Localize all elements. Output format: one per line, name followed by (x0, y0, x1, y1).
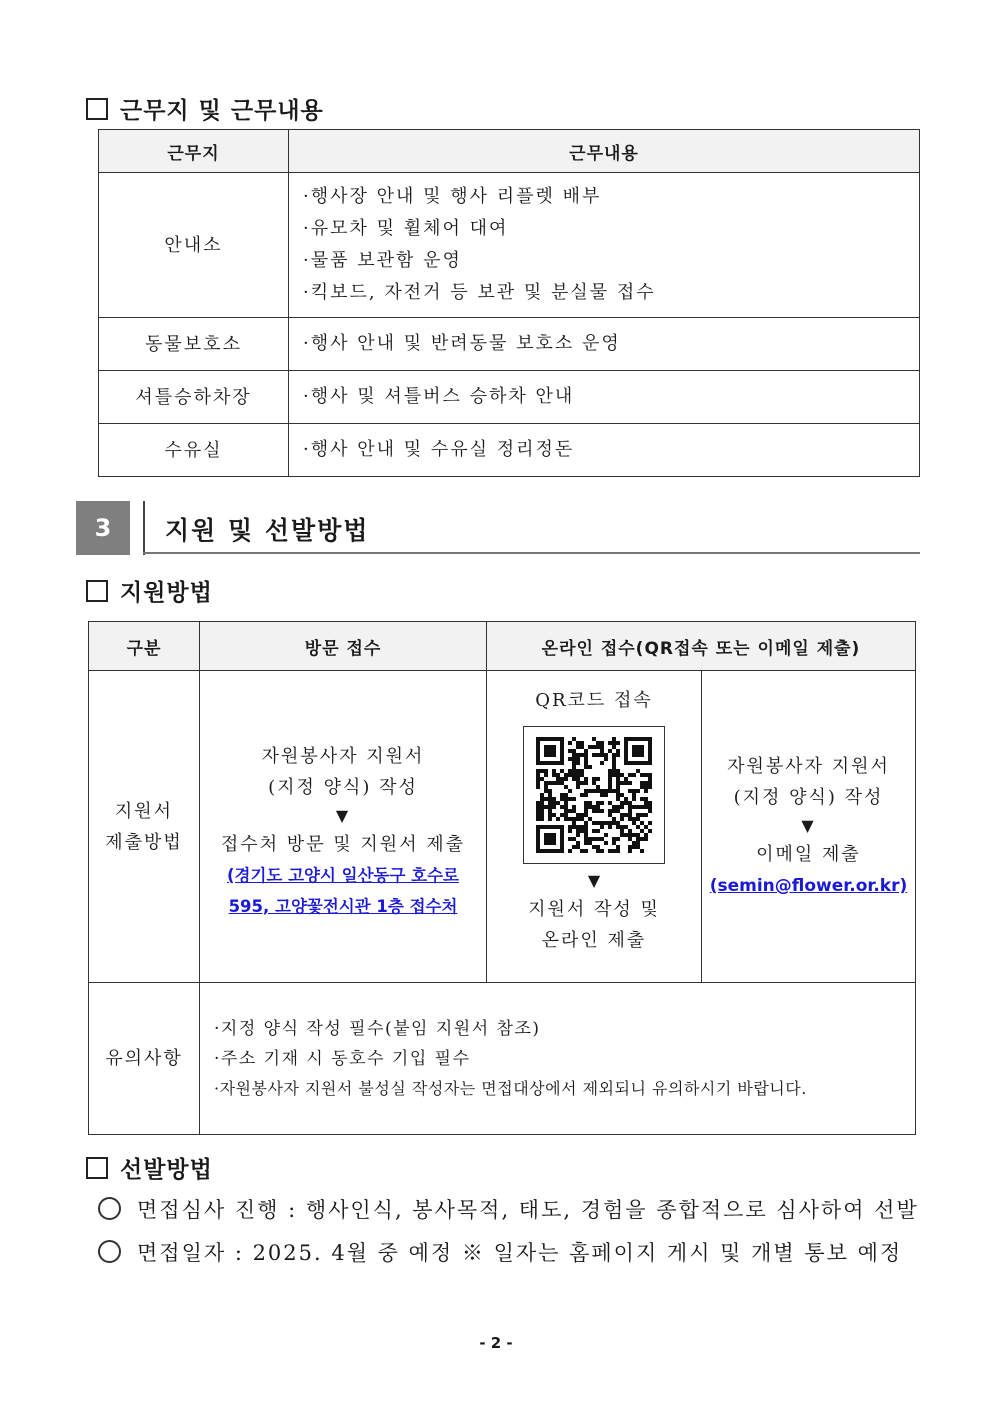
list-item: ·행사 안내 및 수유실 정리정돈 (303, 439, 575, 460)
table-row (99, 371, 920, 424)
section-heading-selection (86, 1151, 213, 1184)
place-cell: 안내소 (99, 173, 289, 318)
selection-item: 면접심사 진행 : 행사인식, 봉사목적, 태도, 경험을 종합적으로 심사하여 선발 (98, 1194, 938, 1224)
circle-bullet-icon (98, 1197, 121, 1220)
notes-cell (200, 983, 916, 1135)
section-heading-apply (86, 574, 213, 607)
address-link[interactable]: (경기도 고양시 일산동구 호수로 (227, 866, 459, 885)
section-heading-workplace (86, 92, 324, 125)
duty-cell (289, 318, 920, 371)
list-item: ·주소 기재 시 동호수 기입 필수 (214, 1048, 471, 1069)
apply-table (88, 621, 916, 1135)
work-table (98, 129, 920, 477)
row-label-submission: 지원서 제출방법 (89, 671, 200, 983)
address-link[interactable]: 595, 고양꽃전시관 1층 접수처 (228, 897, 458, 916)
duty-cell (289, 371, 920, 424)
place-cell: 수유실 (99, 424, 289, 477)
checkbox-square-icon (86, 98, 108, 120)
checkbox-square-icon (86, 580, 108, 602)
header-category: 구분 (89, 622, 200, 671)
header-visit: 방문 접수 (200, 622, 487, 671)
table-row (99, 318, 920, 371)
circle-bullet-icon (98, 1240, 121, 1263)
list-item: ·킥보드, 자전거 등 보관 및 분실물 접수 (303, 282, 656, 303)
list-item: ·행사장 안내 및 행사 리플렛 배부 (303, 186, 602, 207)
email-cell: 자원봉사자 지원서 (지정 양식) 작성 ▼ 이메일 제출 (semin@flower.or.kr) (702, 671, 916, 983)
section-title: 근무지 및 근무내용 (120, 98, 324, 124)
qr-cell: QR코드 접속 ▼ 지원서 작성 및 온라인 제출 (487, 671, 702, 983)
section-title-main: 지원 및 선발방법 (165, 516, 370, 545)
list-item: ·유모차 및 휠체어 대여 (303, 218, 509, 239)
selection-item: 면접일자 : 2025. 4월 중 예정 ※ 일자는 홈페이지 게시 및 개별 통보 예정 (98, 1237, 938, 1267)
place-cell: 셔틀승하차장 (99, 371, 289, 424)
duty-cell (289, 424, 920, 477)
arrow-down-icon: ▼ (335, 806, 351, 825)
place-cell: 동물보호소 (99, 318, 289, 371)
header-duty: 근무내용 (289, 130, 920, 173)
section-title: 지원방법 (120, 580, 213, 606)
qr-code-icon (536, 737, 652, 853)
section-number-badge: 3 (76, 501, 130, 555)
list-item: ·행사 안내 및 반려동물 보호소 운영 (303, 333, 621, 354)
table-row (89, 983, 916, 1135)
list-item: ·자원봉사자 지원서 불성실 작성자는 면접대상에서 제외되니 유의하시기 바랍니다. (214, 1078, 807, 1098)
section-divider (143, 501, 145, 555)
header-place: 근무지 (99, 130, 289, 173)
checkbox-square-icon (86, 1157, 108, 1179)
table-row (89, 671, 916, 983)
page-number: - 2 - (479, 1334, 513, 1352)
duty-cell (289, 173, 920, 318)
list-item: ·지정 양식 작성 필수(붙임 지원서 참조) (214, 1018, 541, 1039)
table-row (99, 424, 920, 477)
section-title: 선발방법 (120, 1157, 213, 1183)
email-link[interactable]: (semin@flower.or.kr) (709, 876, 908, 896)
row-label-notes: 유의사항 (89, 983, 200, 1135)
table-row (99, 173, 920, 318)
arrow-down-icon: ▼ (801, 816, 816, 835)
list-item: ·물품 보관함 운영 (303, 250, 462, 271)
list-item: ·행사 및 셔틀버스 승하차 안내 (303, 386, 575, 407)
section-underline (143, 552, 920, 554)
header-online: 온라인 접수(QR접속 또는 이메일 제출) (487, 622, 916, 671)
arrow-down-icon: ▼ (587, 871, 601, 890)
qr-code-frame[interactable] (523, 726, 665, 864)
visit-cell: 자원봉사자 지원서 (지정 양식) 작성 ▼ 접수처 방문 및 지원서 제출 (경기도 고양시 일산동구 호수로 595, 고양꽃전시관 1층 접수처 (200, 671, 487, 983)
